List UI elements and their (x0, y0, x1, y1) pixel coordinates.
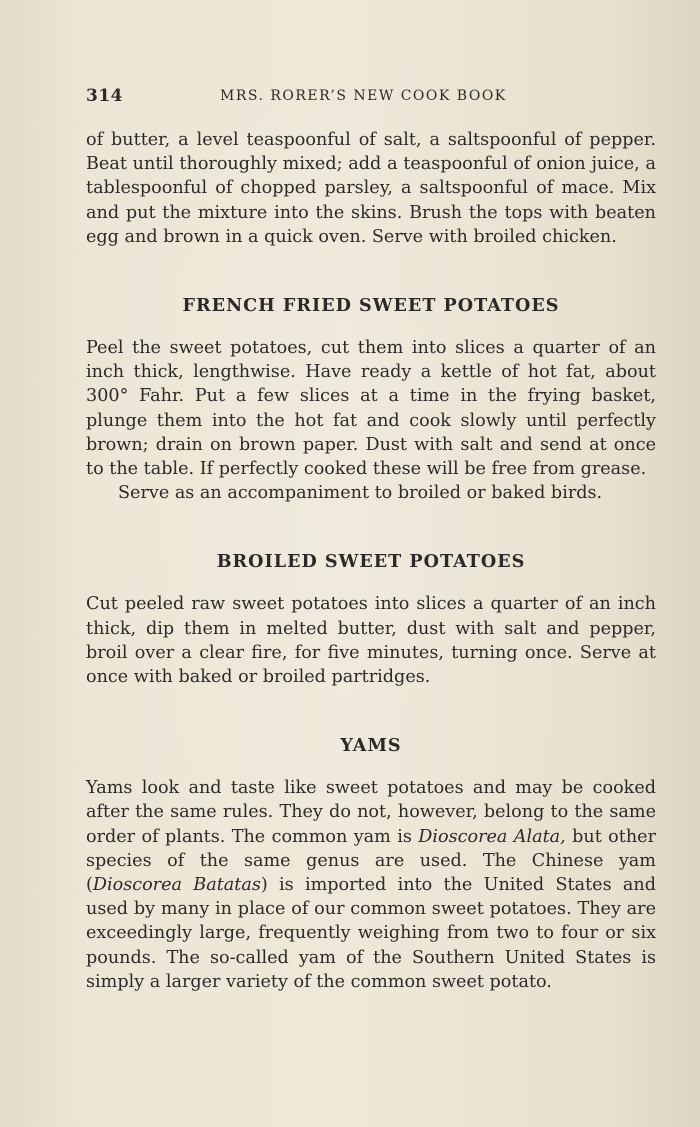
book-title: MRS. RORER’S NEW COOK BOOK (220, 88, 507, 104)
french-fried-paragraph: Peel the sweet potatoes, cut them into slices a quarter of an inch thick, lengthwise. Have ready a kettle of hot fat, about 300° Fahr. Put a few slices at a time in the frying basket, plunge them into the hot fat and cook slowly until perfectly brown; drain on brown paper. Dust with salt and send at once to the table. If perfectly cooked these will be free from grease. (86, 338, 656, 480)
page-content (86, 128, 656, 994)
yams-species-batatas: Dioscorea Batatas (92, 875, 261, 896)
broiled-paragraph: Cut peeled raw sweet potatoes into slices a quarter of an inch thick, dip them in melted butter, dust with salt and pepper, broil over a clear fire, for five minutes, turning once. Serve at once with baked or broiled partridges. (86, 594, 656, 688)
heading-broiled-sweet-potatoes: BROILED SWEET POTATOES (216, 551, 526, 573)
heading-french-fried-sweet-potatoes: FRENCH FRIED SWEET POTATOES (182, 295, 560, 317)
yams-paragraph (86, 776, 656, 994)
yams-text-2: but other species of the same genus are used. The Chinese yam ( (86, 826, 656, 896)
heading-yams: YAMS (340, 735, 402, 757)
yams-species-alata: Dioscorea Alata, (418, 826, 566, 847)
yams-text-1: Yams look and taste like sweet potatoes and may be cooked after the same rules. They do not, however, belong to the same order of plants. The common yam is (86, 778, 656, 847)
yams-text-3: ) is imported into the United States and used by many in place of our common sweet potatoes. They are exceedingly large, frequently weighing from two to four or six pounds. The so-called yam of the Southern United States is simply a larger variety of the common sweet potato. (86, 875, 656, 992)
intro-paragraph: of butter, a level teaspoonful of salt, a saltspoonful of pepper. Beat until thoroughly mixed; add a teaspoonful of onion juice, a tablespoonful of chopped parsley, a saltspoonful of mace. Mix and put the mixture into the skins. Brush the tops with beaten egg and brown in a quick oven. Serve with broiled chicken. (86, 130, 656, 247)
page-number: 314 (86, 86, 123, 106)
running-head (86, 86, 648, 110)
french-fried-serving-paragraph: Serve as an accompaniment to broiled or baked birds. (118, 483, 603, 504)
